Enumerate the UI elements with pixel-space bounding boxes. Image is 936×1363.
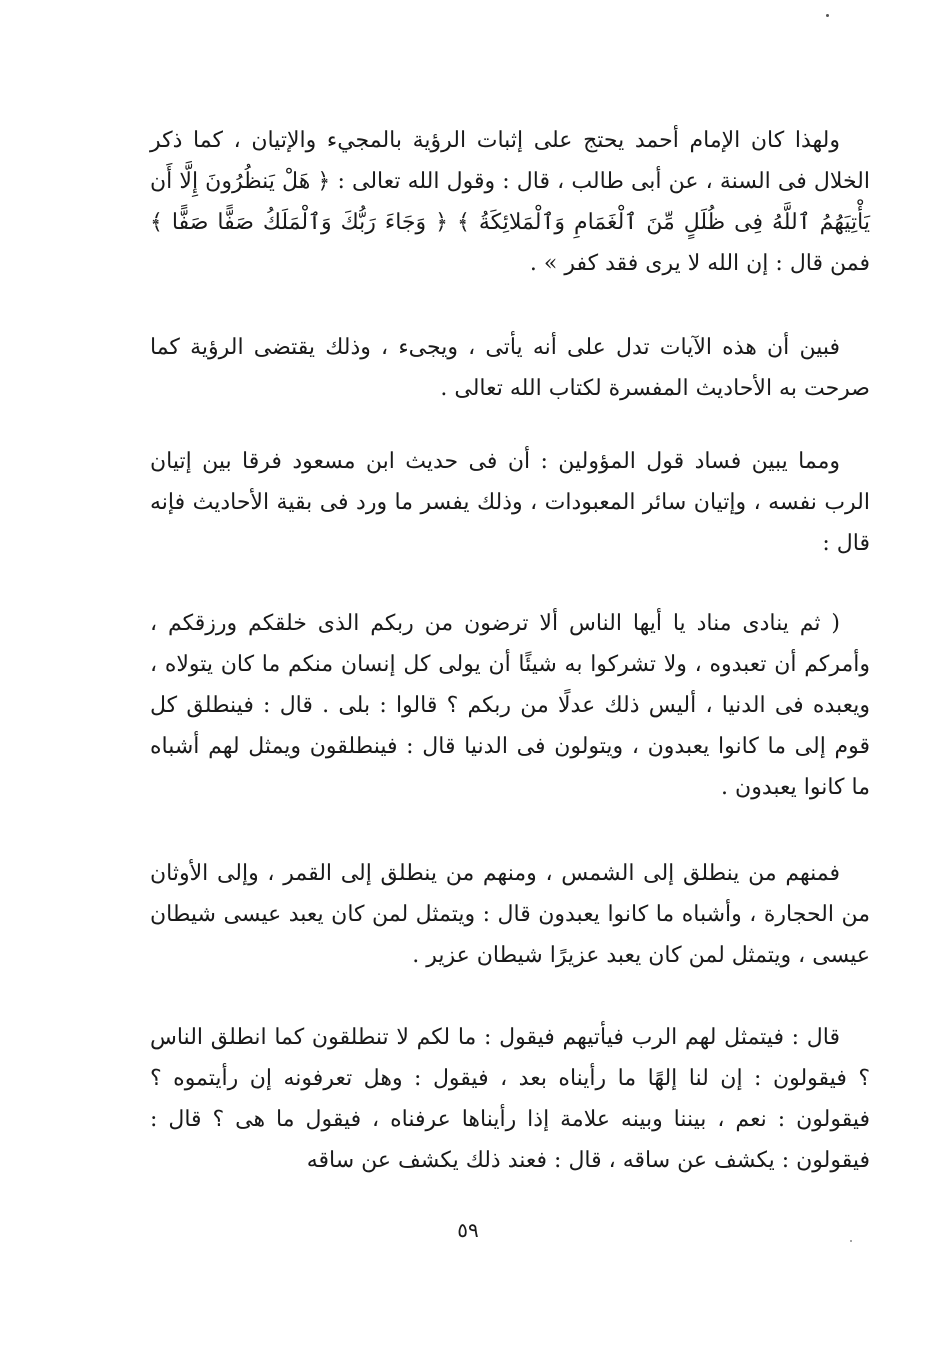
paragraph-3	[150, 441, 870, 564]
paragraph-1	[150, 120, 870, 284]
paragraph-text: ومما يبين فساد قول المؤولين : أن فى حديث ابن مسعود فرقا بين إتيان الرب نفسه ، وإتيان سائر المعبودات ، وذلك يفسر ما ورد فى بقية الأحاديث فإنه قال :	[150, 449, 870, 556]
paragraph-text: فمنهم من ينطلق إلى الشمس ، ومنهم من ينطلق إلى القمر ، وإلى الأوثان من الحجارة ، وأشباه ما كانوا يعبدون قال : ويتمثل لمن كان يعبد عيسى شيطان عيسى ، ويتمثل لمن كان يعبد عزيرًا شيطان عزير .	[150, 861, 870, 968]
paragraph-2	[150, 327, 870, 409]
paragraph-text: ( ثم ينادى مناد يا أيها الناس ألا ترضون من ربكم الذى خلقكم ورزقكم ، وأمركم أن تعبدوه ، ولا تشركوا به شيئًا أن يولى كل إنسان منكم ما كان يتولاه ، ويعبده فى الدنيا ، أليس ذلك عدلًا من ربكم ؟ قالوا : بلى . قال : فينطلق كل قوم إلى ما كانوا يعبدون ، ويتولون فى الدنيا قال : فينطلقون ويمثل لهم أشباه ما كانوا يعبدون .	[150, 611, 870, 800]
scan-speck	[850, 1240, 852, 1242]
paragraph-4	[150, 603, 870, 808]
scan-speck	[826, 14, 829, 17]
paragraph-text: فبين أن هذه الآيات تدل على أنه يأتى ، ويجىء ، وذلك يقتضى الرؤية كما صرحت به الأحاديث المفسرة لكتاب الله تعالى .	[150, 335, 870, 401]
page-number: ٥٩	[457, 1218, 479, 1242]
paragraph-text: قال : فيتمثل لهم الرب فيأتيهم فيقول : ما لكم لا تنطلقون كما انطلق الناس ؟ فيقولون : إن لنا إلهًا ما رأيناه بعد ، فيقول : وهل تعرفونه إن رأيتموه ؟ فيقولون : نعم ، بيننا وبينه علامة إذا رأيناها عرفناه ، فيقول ما هى ؟ قال : فيقولون : يكشف عن ساقه ، قال : فعند ذلك يكشف عن ساقه	[150, 1025, 870, 1173]
paragraph-5	[150, 853, 870, 976]
paragraph-6	[150, 1017, 870, 1181]
paragraph-text: ولهذا كان الإمام أحمد يحتج على إثبات الرؤية بالمجيء والإتيان ، كما ذكر الخلال فى السنة ، عن أبى طالب ، قال : وقول الله تعالى : ﴿ هَلْ يَنظُرُونَ إِلَّا أَن يَأْتِيَهُمُ ٱللَّهُ فِى ظُلَلٍ مِّنَ ٱلْغَمَامِ وَٱلْمَلائِكَةُ ﴾ ﴿ وَجَاءَ رَبُّكَ وَٱلْمَلَكُ صَفًّا صَفًّا ﴾ فمن قال : إن الله لا يرى فقد كفر » .	[150, 128, 870, 276]
